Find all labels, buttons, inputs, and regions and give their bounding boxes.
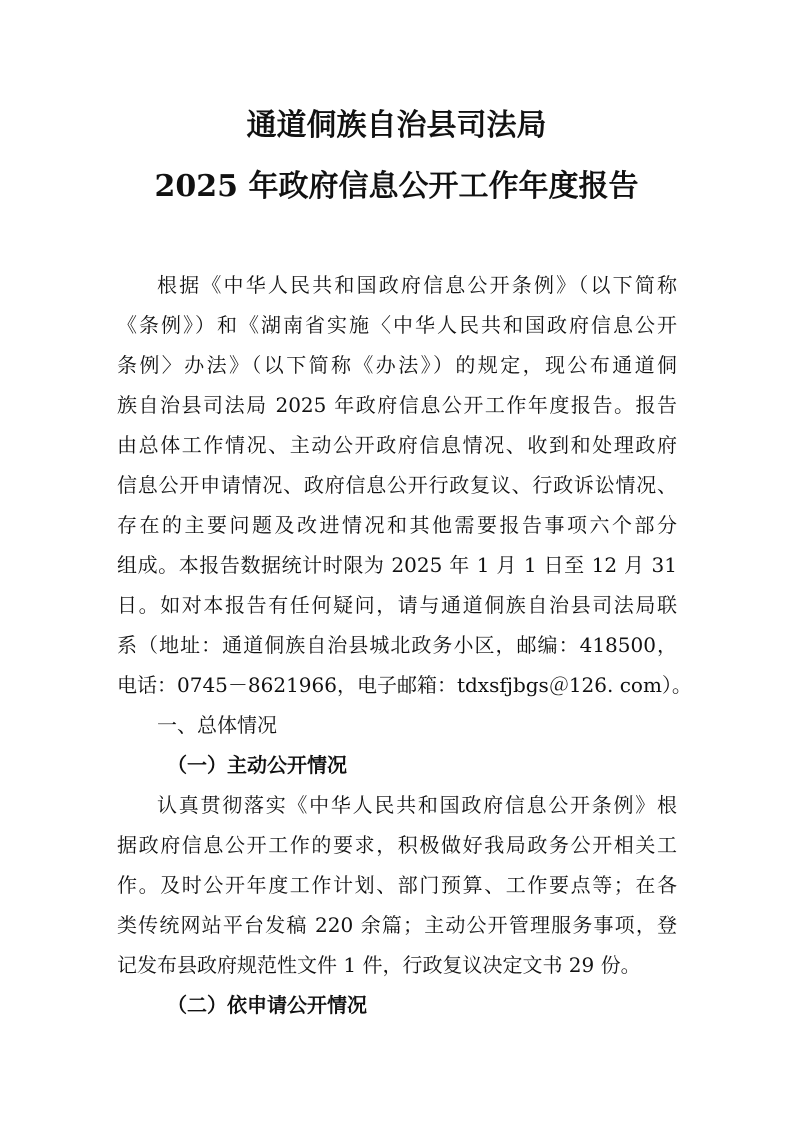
intro-paragraph-line: 根据《中华人民共和国政府信息公开条例》（以下简称	[157, 273, 677, 297]
intro-paragraph-line: 由总体工作情况、主动公开政府信息情况、收到和处理政府	[117, 433, 677, 457]
intro-paragraph-line: 系（地址：通道侗族自治县城北政务小区，邮编：418500，	[117, 633, 677, 657]
subsection-paragraph-line: 类传统网站平台发稿 220 余篇；主动公开管理服务事项，登	[117, 913, 677, 937]
intro-paragraph-line: 信息公开申请情况、政府信息公开行政复议、行政诉讼情况、	[117, 473, 677, 497]
subsection-heading-application-disclosure: （二）依申请公开情况	[167, 993, 367, 1017]
subsection-heading-proactive-disclosure: （一）主动公开情况	[167, 753, 347, 777]
subsection-paragraph-line: 认真贯彻落实《中华人民共和国政府信息公开条例》根	[157, 793, 677, 817]
subsection-paragraph-line: 作。及时公开年度工作计划、部门预算、工作要点等；在各	[117, 873, 677, 897]
section-heading-overview: 一、总体情况	[157, 713, 277, 737]
intro-paragraph-line: 《条例》）和《湖南省实施〈中华人民共和国政府信息公开	[117, 313, 677, 337]
subsection-paragraph-line: 据政府信息公开工作的要求，积极做好我局政务公开相关工	[117, 833, 677, 857]
document-title-line2: 2025 年政府信息公开工作年度报告	[154, 169, 639, 204]
intro-paragraph-line: 组成。本报告数据统计时限为 2025 年 1 月 1 日至 12 月 31	[117, 553, 677, 577]
intro-paragraph-line: 条例〉办法》（以下简称《办法》）的规定，现公布通道侗	[117, 353, 677, 377]
intro-paragraph-line: 电话：0745－8621966，电子邮箱：tdxsfjbgs＠126. com）。	[117, 673, 692, 697]
intro-paragraph-line: 存在的主要问题及改进情况和其他需要报告事项六个部分	[117, 513, 677, 537]
document-title-line1: 通道侗族自治县司法局	[246, 108, 547, 143]
subsection-paragraph-line: 记发布县政府规范性文件 1 件，行政复议决定文书 29 份。	[117, 953, 641, 977]
intro-paragraph-line: 族自治县司法局 2025 年政府信息公开工作年度报告。报告	[117, 393, 677, 417]
intro-paragraph-line: 日。如对本报告有任何疑问，请与通道侗族自治县司法局联	[117, 593, 677, 617]
